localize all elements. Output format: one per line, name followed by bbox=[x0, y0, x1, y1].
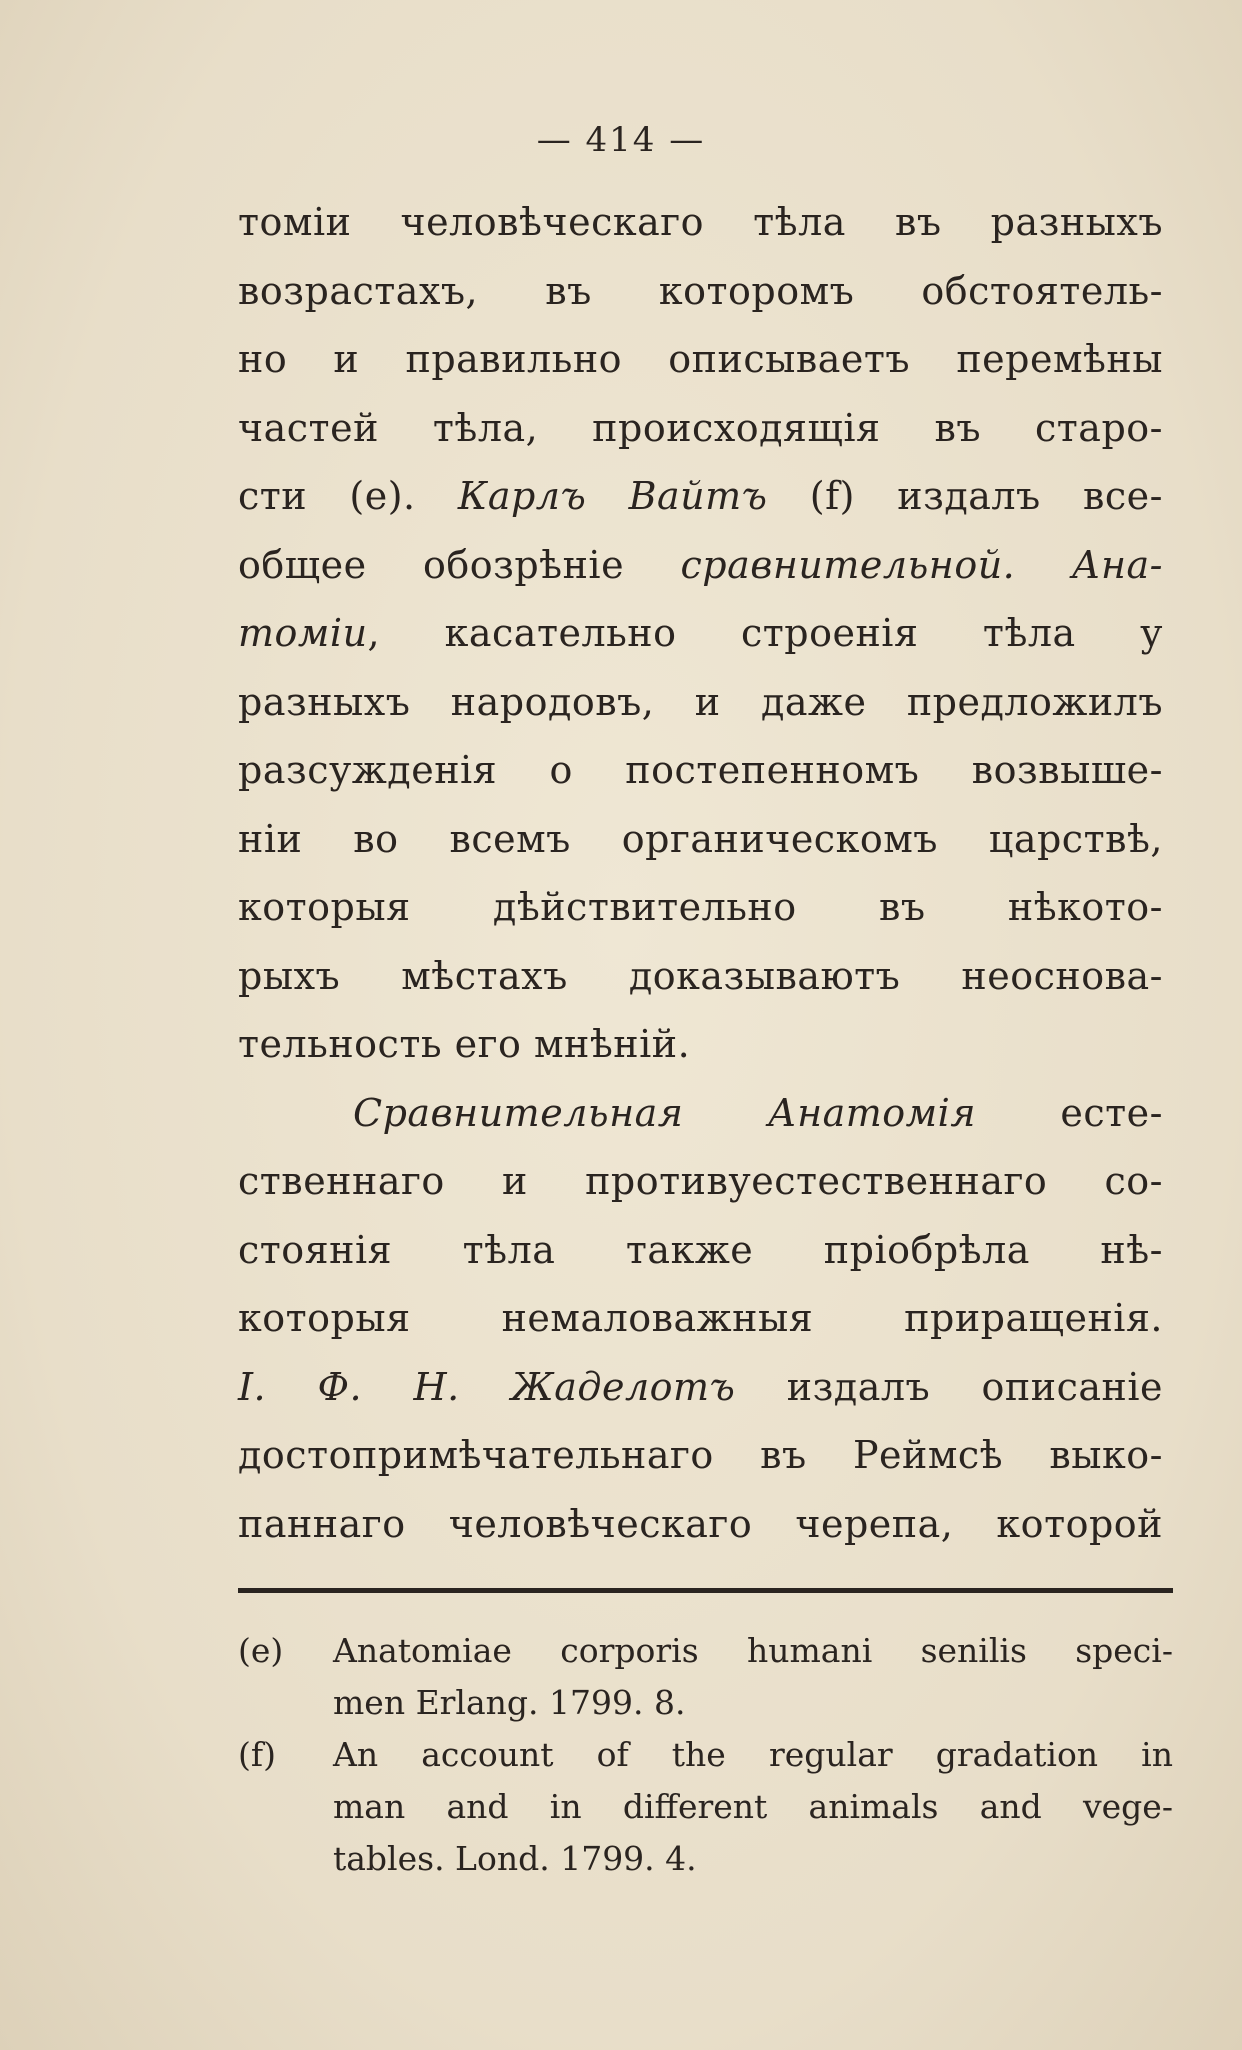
italic-term: сравнительной. Ана- bbox=[680, 542, 1163, 587]
text-line: разныхъ народовъ, и даже предложилъ bbox=[238, 679, 1163, 724]
footnote-line: man and in different animals and vege- bbox=[333, 1787, 1173, 1826]
text-fragment: есте- bbox=[976, 1090, 1163, 1135]
text-line bbox=[238, 1353, 1163, 1422]
text-fragment: (f) издалъ все- bbox=[767, 474, 1163, 518]
text-line: стоянія тѣла также пріобрѣла нѣ- bbox=[238, 1227, 1163, 1272]
text-line: ніи во всемъ органическомъ царствѣ, bbox=[238, 816, 1163, 861]
page-number: — 414 — bbox=[536, 120, 706, 160]
main-text bbox=[238, 188, 1163, 1558]
footnote-body bbox=[333, 1729, 1173, 1885]
text-line: тельность его мнѣній. bbox=[238, 1022, 691, 1066]
text-line bbox=[238, 531, 1163, 600]
person-name: I. Ф. Н. Жаделотъ bbox=[238, 1364, 736, 1409]
text-fragment: сти (е). bbox=[238, 474, 458, 518]
text-line: достопримѣчательнаго въ Реймсѣ выко- bbox=[238, 1433, 1163, 1477]
footnote-mark: (e) bbox=[238, 1631, 284, 1670]
footnote-line: men Erlang. 1799. 8. bbox=[333, 1683, 686, 1722]
text-line: которыя немаловажныя приращенія. bbox=[238, 1296, 1163, 1340]
footnote-mark: (f) bbox=[238, 1735, 276, 1774]
text-line: но и правильно описываетъ перемѣны bbox=[238, 337, 1163, 381]
footnote-line: Anatomiae corporis humani senilis speci- bbox=[333, 1631, 1173, 1670]
text-line: частей тѣла, происходящія въ старо- bbox=[238, 405, 1163, 450]
italic-term: томіи bbox=[238, 611, 368, 655]
text-fragment: издалъ описаніе bbox=[735, 1364, 1163, 1409]
text-line: которыя дѣйствительно въ нѣкото- bbox=[238, 885, 1163, 929]
footnote-line: An account of the regular gradation in bbox=[333, 1735, 1173, 1774]
text-line bbox=[238, 599, 1163, 668]
text-fragment: общее обозрѣніе bbox=[238, 542, 681, 587]
text-line: возрастахъ, въ которомъ обстоятель- bbox=[238, 268, 1163, 313]
footnote-e bbox=[238, 1625, 1173, 1729]
footnote-body bbox=[333, 1625, 1173, 1729]
italic-term: Сравнительная Анатомія bbox=[353, 1090, 976, 1135]
text-line bbox=[238, 462, 1163, 531]
footnote-rule bbox=[238, 1588, 1173, 1593]
footnotes bbox=[238, 1625, 1173, 1885]
text-line bbox=[238, 1079, 1163, 1148]
person-name: Карлъ Вайтъ bbox=[457, 474, 768, 518]
footnote-f bbox=[238, 1729, 1173, 1885]
text-line: томіи человѣческаго тѣла въ разныхъ bbox=[238, 200, 1163, 244]
text-line: рыхъ мѣстахъ доказываютъ неоснова- bbox=[238, 953, 1163, 998]
text-line: разсужденія о постепенномъ возвыше- bbox=[238, 748, 1163, 792]
text-line: ственнаго и противуестественнаго со- bbox=[238, 1159, 1163, 1203]
footnote-line: tables. Lond. 1799. 4. bbox=[333, 1839, 697, 1878]
text-line: паннаго человѣческаго черепа, которой bbox=[238, 1501, 1163, 1546]
text-fragment: , касательно строенія тѣла у bbox=[367, 611, 1163, 655]
